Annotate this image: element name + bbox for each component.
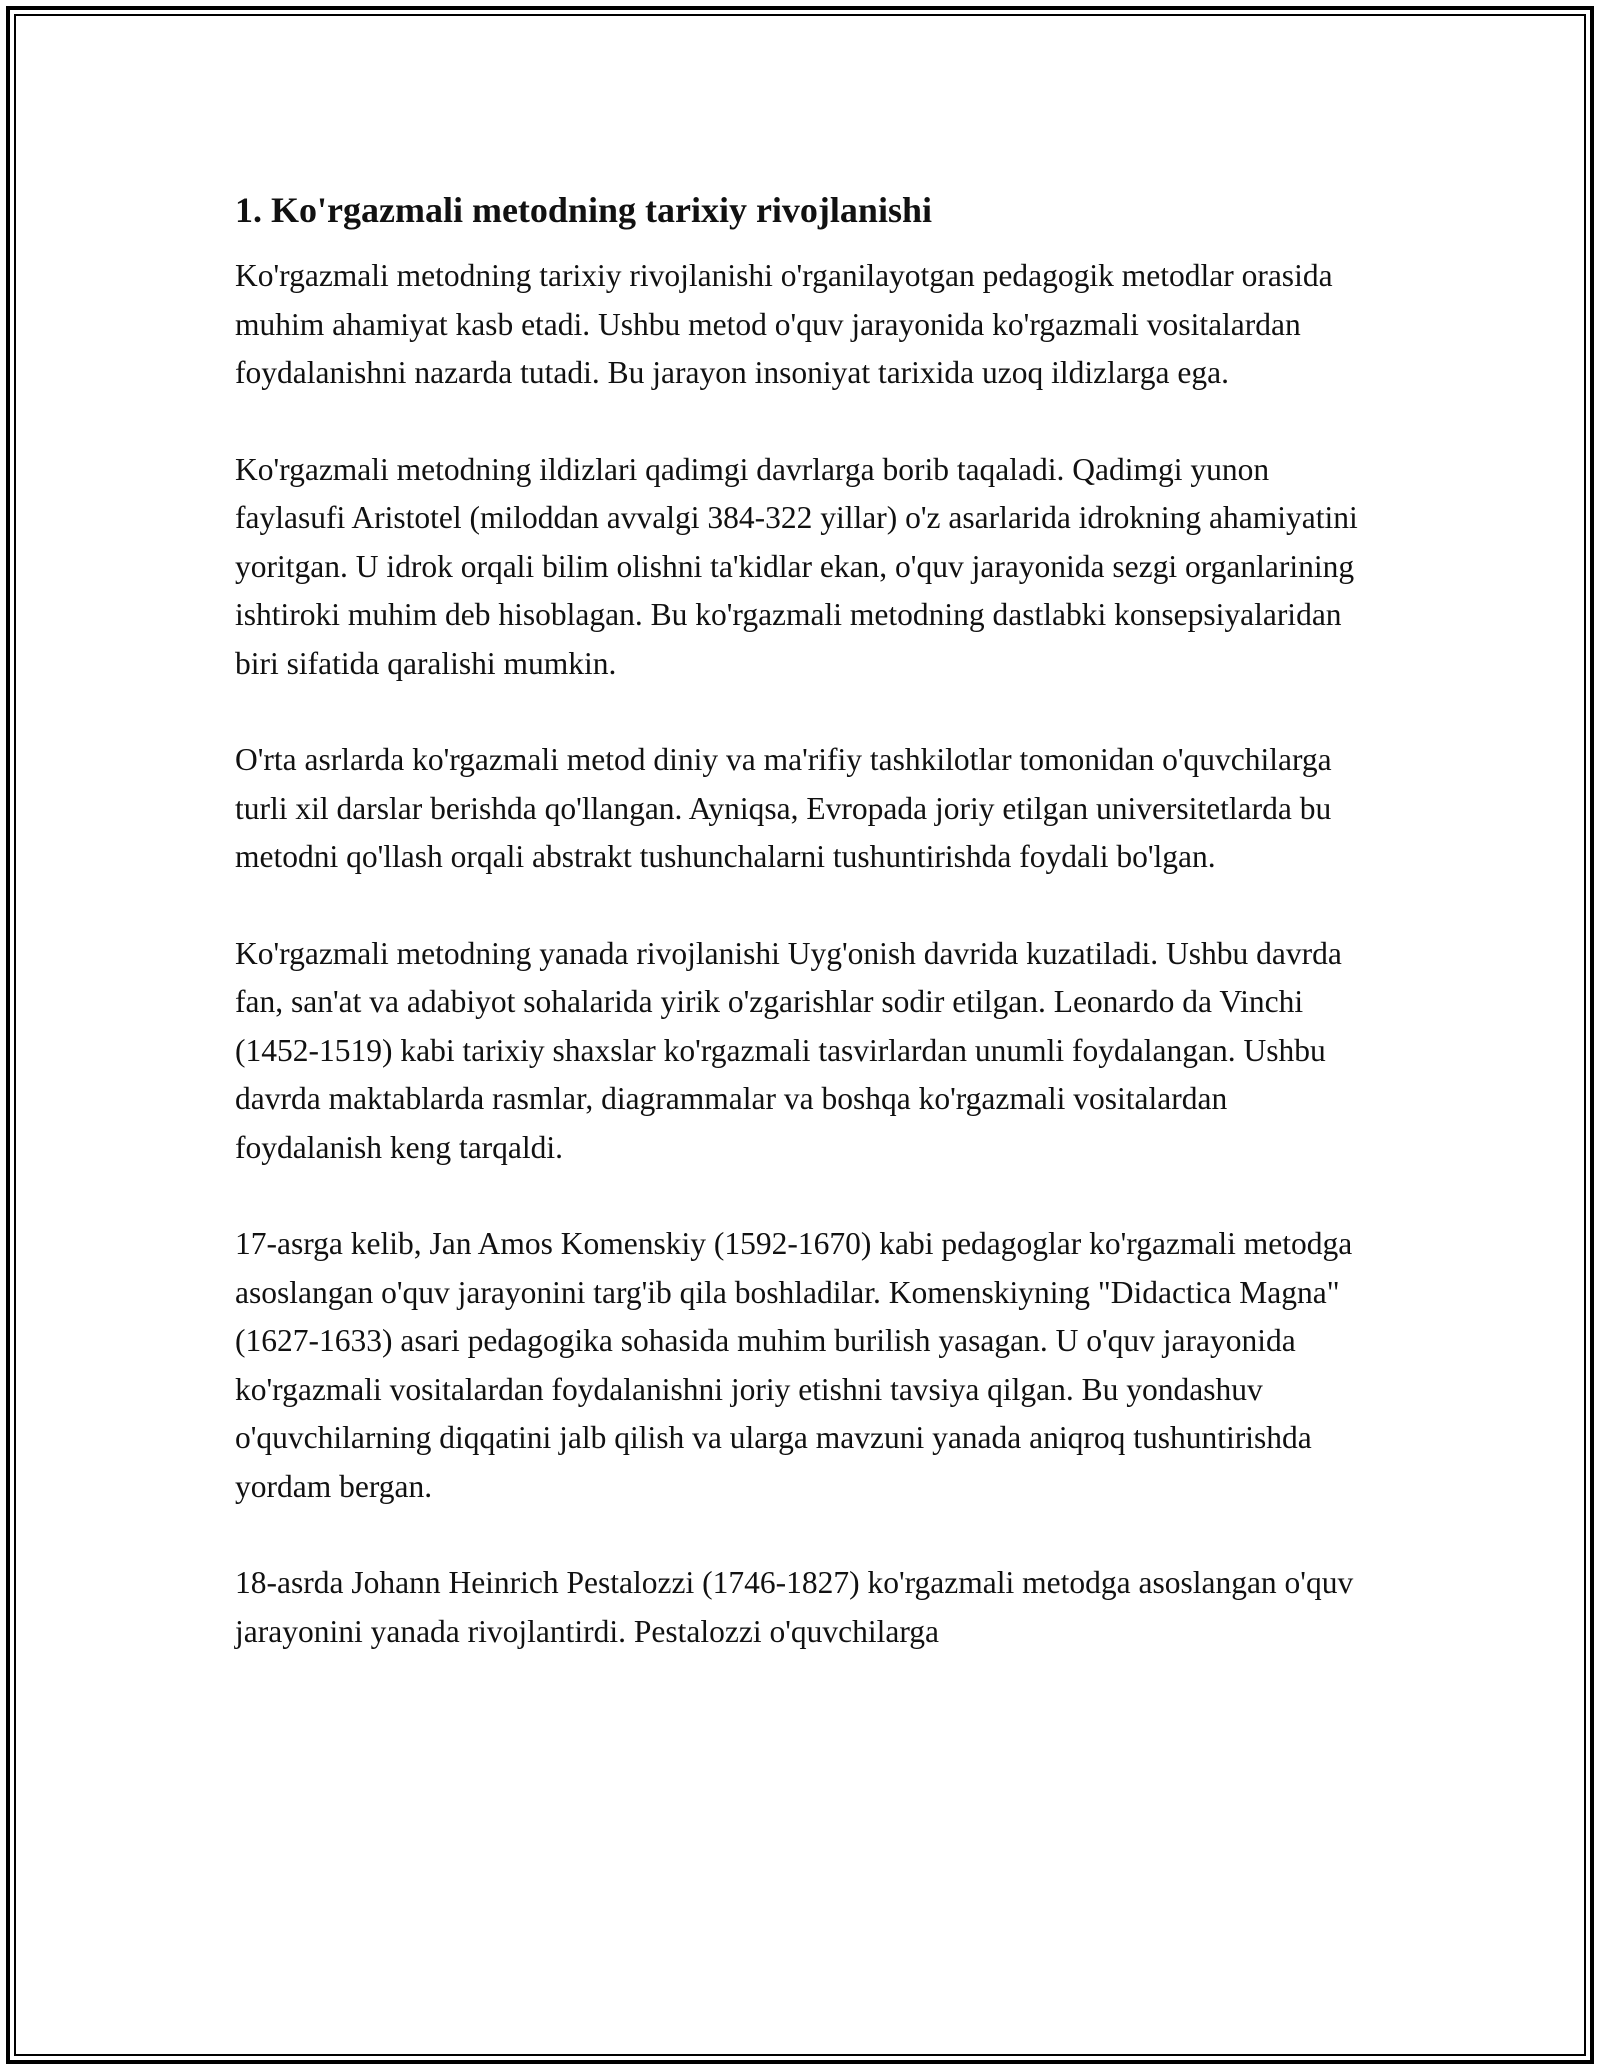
paragraph-17th-century: 17-asrga kelib, Jan Amos Komenskiy (1592-1670) kabi pedagoglar ko'rgazmali metodga asoslangan o'quv jarayonini targ'ib qila boshladilar. Komenskiyning "Didactica Magna" (1627-1633) asari pedagogika sohasida muhim burilish yasagan. U o'quv jarayonida ko'rgazmali vositalardan foydalanishni joriy etishni tavsiya qilgan. Bu yondashuv o'quvchilarning diqqatini jalb qilish va ularga mavzuni yanada aniqroq tushuntirishda yordam bergan. [235, 1226, 1353, 1504]
paragraph-intro: Ko'rgazmali metodning tarixiy rivojlanishi o'rganilayotgan pedagogik metodlar orasida muhim ahamiyat kasb etadi. Ushbu metod o'quv jarayonida ko'rgazmali vositalardan foydalanishni nazarda tutadi. Bu jarayon insoniyat tarixida uzoq ildizlarga ega. [235, 258, 1333, 390]
paragraph-ancient-period: Ko'rgazmali metodning ildizlari qadimgi davrlarga borib taqaladi. Qadimgi yunon faylasufi Aristotel (miloddan avvalgi 384-322 yillar) o'z asarlarida idrokning ahamiyatini yoritgan. U idrok orqali bilim olishni ta'kidlar ekan, o'quv jarayonida sezgi organlarining ishtiroki muhim deb hisoblagan. Bu ko'rgazmali metodning dastlabki konsepsiyalaridan biri sifatida qaralishi mumkin. [235, 451, 1358, 681]
document-body [235, 186, 1375, 1704]
paragraph-middle-ages: O'rta asrlarda ko'rgazmali metod diniy va ma'rifiy tashkilotlar tomonidan o'quvchilarga turli xil darslar berishda qo'llangan. Ayniqsa, Evropada joriy etilgan universitetlarda bu metodni qo'llash orqali abstrakt tushunchalarni tushuntirishda foydali bo'lgan. [235, 742, 1332, 874]
section-heading: 1. Ko'rgazmali metodning tarixiy rivojlanishi [235, 190, 932, 230]
paragraph-renaissance: Ko'rgazmali metodning yanada rivojlanishi Uyg'onish davrida kuzatiladi. Ushbu davrda fan, san'at va adabiyot sohalarida yirik o'zgarishlar sodir etilgan. Leonardo da Vinchi (1452-1519) kabi tarixiy shaxslar ko'rgazmali tasvirlardan unumli foydalangan. Ushbu davrda maktablarda rasmlar, diagrammalar va boshqa ko'rgazmali vositalardan foydalanish keng tarqaldi. [235, 935, 1342, 1165]
paragraph-18th-century: 18-asrda Johann Heinrich Pestalozzi (1746-1827) ko'rgazmali metodga asoslangan o'quv jarayonini yanada rivojlantirdi. Pestalozzi o'quvchilarga [235, 1565, 1354, 1649]
